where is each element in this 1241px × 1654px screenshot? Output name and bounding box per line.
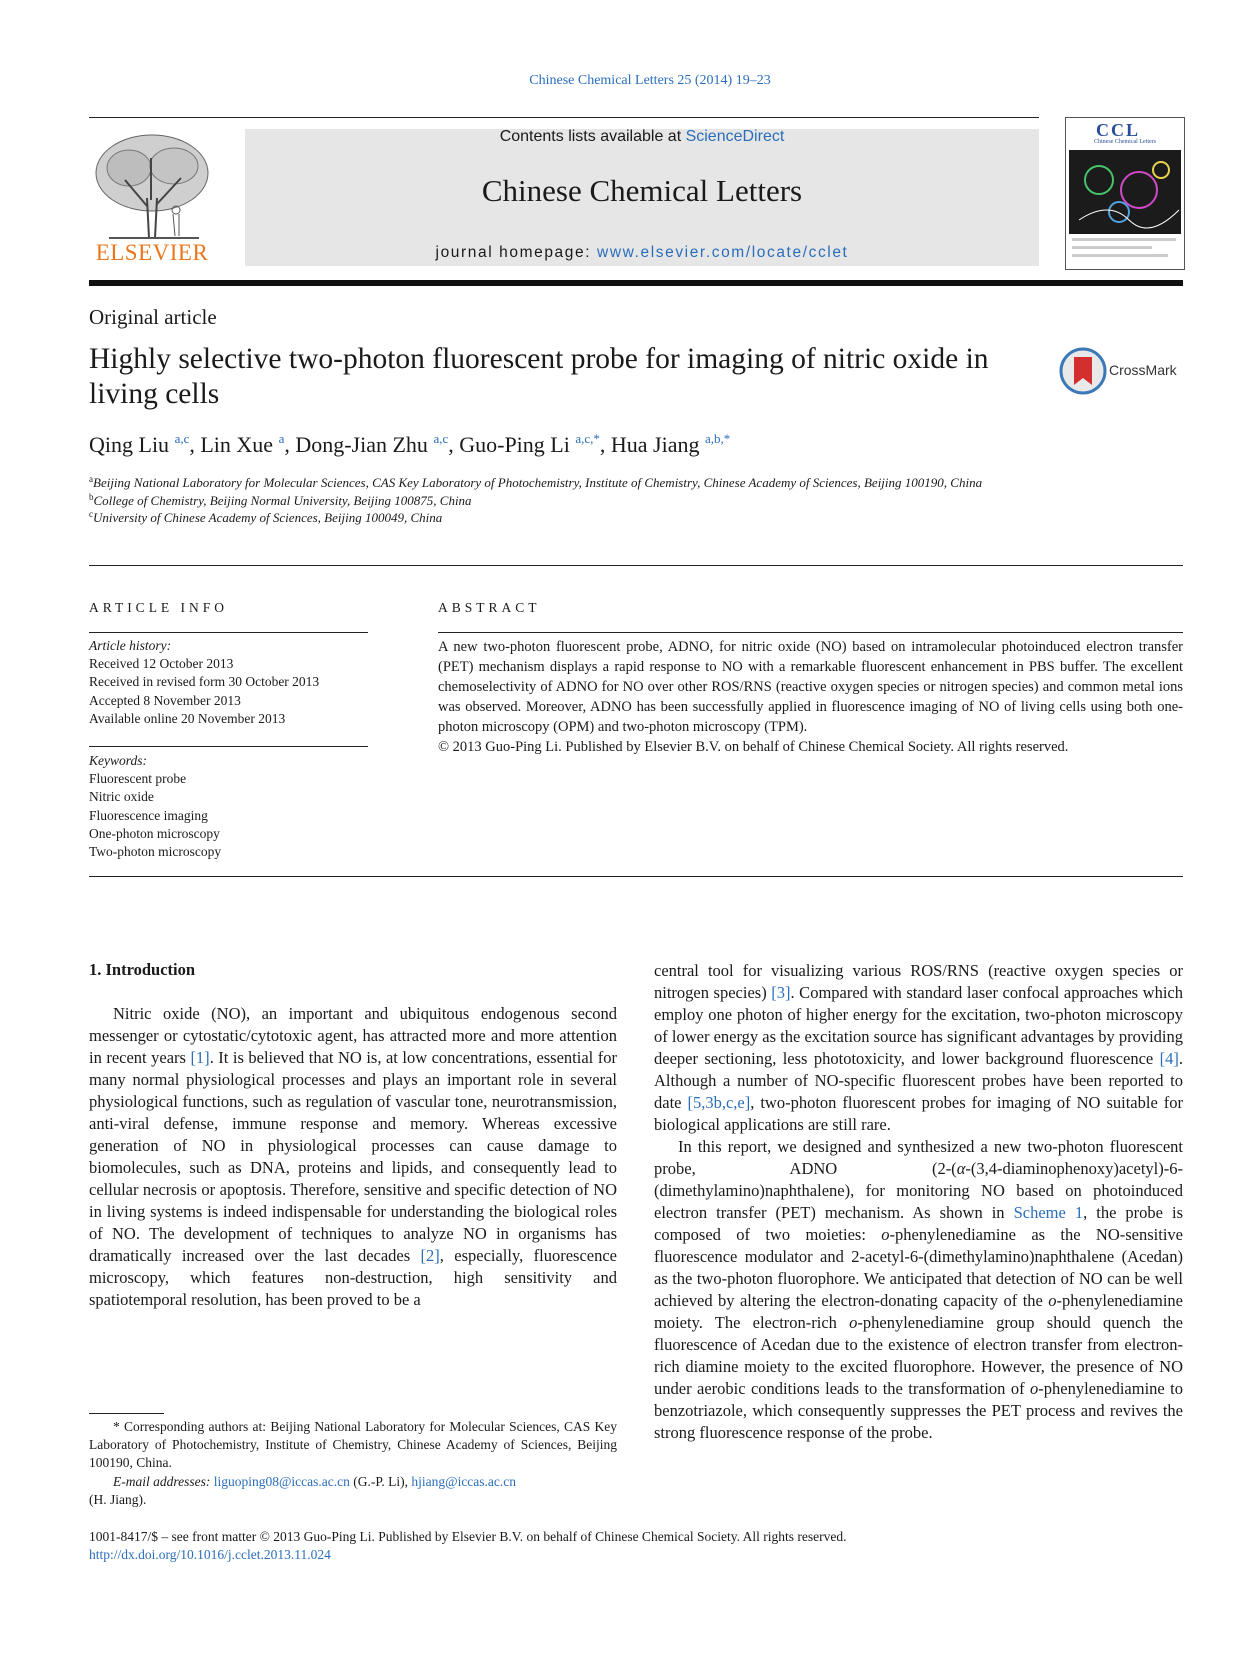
reference-link[interactable]: [4] <box>1159 1049 1179 1068</box>
abstract-copyright: © 2013 Guo-Ping Li. Published by Elsevier B.V. on behalf of Chinese Chemical Society. All rights reserved. <box>438 739 1069 755</box>
italic-text: o <box>1030 1379 1039 1398</box>
italic-text: o <box>849 1313 858 1332</box>
body-column-right <box>654 960 1183 1444</box>
author-affiliation-marker[interactable]: a,c,* <box>575 431 600 446</box>
email-owner: (H. Jiang). <box>89 1491 147 1507</box>
section-rule <box>89 876 1183 877</box>
abstract-body <box>438 637 1183 757</box>
keyword-item: Two-photon microscopy <box>89 844 222 860</box>
info-rule <box>89 632 368 633</box>
history-item: Available online 20 November 2013 <box>89 710 286 726</box>
author-name: Guo-Ping Li <box>459 432 576 457</box>
text-run: . It is believed that NO is, at low concentrations, essential for many normal physiological processes and plays an important role in several physiological functions, such as regulation of vascular tone, neurotransmission, anti-viral defense, immune response and memory. Whereas excessive generation of NO in physiological processes can cause damage to biomolecules, such as DNA, proteins and lipids, and consequently lead to cellular necrosis or apoptosis. Therefore, sensitive and specific detection of NO in living systems is indeed indispensable for understanding the biological roles of NO. The development of techniques to analyze NO in organisms has dramatically increased over the last decades <box>89 1048 617 1265</box>
history-list <box>89 655 389 728</box>
italic-text: o <box>881 1225 890 1244</box>
cover-abbrev: CCL <box>1096 120 1141 140</box>
email-link[interactable]: liguoping08@iccas.ac.cn <box>213 1473 350 1489</box>
text-run: central tool for visualizing various ROS/RNS (reactive oxygen species or nitrogen species) <box>654 961 1183 1002</box>
article-info-heading: ARTICLE INFO <box>89 600 229 615</box>
affiliation: $^b$College of Chemistry, Beijing Normal University, Beijing 100875, China <box>89 491 472 508</box>
issn-line: 1001-8417/$ – see front matter © 2013 Guo-Ping Li. Published by Elsevier B.V. on behalf of Chinese Chemical Society. All rights reserved. <box>89 1529 847 1544</box>
text-run: -phenylenediamine moiety. The electron-rich <box>654 1291 1183 1332</box>
contents-line: Contents lists available at ScienceDirect <box>499 128 785 145</box>
text-run: . Compared with standard laser confocal approaches which employ one photon of higher energy for the excitation, two-photon microscopy of lower energy as the excitation source has significant advantages by providing deeper sectioning, less phototoxicity, and lower background fluorescence <box>654 983 1183 1068</box>
keywords <box>89 752 389 861</box>
text-run: -phenylenediamine to benzotriazole, which consequently suppresses the PET process and revives the strong fluorescence response of the probe. <box>654 1379 1183 1442</box>
author-affiliation-marker[interactable]: a <box>278 431 285 446</box>
email-owner: (G.-P. Li), <box>349 1473 412 1489</box>
journal-cover-thumbnail[interactable] <box>1065 117 1185 270</box>
italic-text: α <box>956 1159 966 1178</box>
text-run: Nitric oxide (NO), an important and ubiquitous endogenous second messenger or cytostatic/cytotoxic agent, has attracted more and more attention in recent years <box>89 1004 617 1067</box>
cover-image-icon <box>1069 150 1181 234</box>
cover-text-line <box>1072 254 1168 257</box>
paragraph <box>89 1003 617 1311</box>
article-type: Original article <box>89 305 217 329</box>
text-run: , especially, fluorescence microscopy, which features non-destruction, high sensitivity and spatiotemporal resolution, has been proved to be a <box>89 1246 617 1309</box>
affiliation: $^c$University of Chinese Academy of Sciences, Beijing 100049, China <box>89 509 443 526</box>
history-label: Article history: <box>89 638 172 653</box>
reference-link[interactable]: [5,3b,c,e] <box>687 1093 751 1112</box>
text-run: -phenylenediamine as the NO-sensitive fluorescence modulator and 2-acetyl-6-(dimethylamino)naphthalene (Acedan) as the two-photon fluorophore. We anticipated that detection of NO can be well achieved by altering the electron-donating capacity of the <box>654 1225 1183 1310</box>
cover-subtitle: Chinese Chemical Letters <box>1094 139 1156 145</box>
abstract-text: A new two-photon fluorescent probe, ADNO, for nitric oxide (NO) based on intramolecular photoinduced electron transfer (PET) mechanism displays a rapid response to NO with a remarkable fluorescent enhancement in PBS buffer. The excellent chemoselectivity of ADNO for NO over other ROS/RNS (reactive oxygen species or nitrogen species) and common metal ions was observed. Moreover, ADNO has been successfully applied in fluorescence imaging of NO of living cells using both one-photon microscopy (OPM) and two-photon microscopy (TPM). <box>438 639 1183 735</box>
keyword-item: Nitric oxide <box>89 789 154 805</box>
reference-link[interactable]: Scheme 1 <box>1013 1203 1084 1222</box>
reference-link[interactable]: [1] <box>190 1048 210 1067</box>
history-item: Received in revised form 30 October 2013 <box>89 674 320 690</box>
header-thick-rule <box>89 280 1183 286</box>
footnote <box>89 1418 617 1509</box>
crossmark-label: CrossMark <box>1109 362 1177 378</box>
elsevier-logo <box>89 128 215 268</box>
text-run: In this report, we designed and synthesized a new two-photon fluorescent probe, ADNO (2-( <box>654 1137 1183 1178</box>
text-run: , two-photon fluorescent probes for imaging of NO suitable for biological applications are still rare. <box>654 1093 1183 1134</box>
journal-citation[interactable]: Chinese Chemical Letters 25 (2014) 19–23 <box>529 73 771 88</box>
article-history <box>89 637 389 728</box>
reference-link[interactable]: [3] <box>771 983 791 1002</box>
paragraph <box>654 1136 1183 1444</box>
abstract-heading: ABSTRACT <box>438 600 541 615</box>
corresponding-author-note: Corresponding authors at: Beijing National Laboratory for Molecular Sciences, CAS Key Laboratory of Photochemistry, Institute of Chemistry, Chinese Academy of Sciences, Beijing 100190, China. <box>89 1419 618 1471</box>
paragraph <box>654 960 1183 1136</box>
author-affiliation-marker[interactable]: a,c <box>433 431 449 446</box>
body-column-left <box>89 1003 617 1311</box>
author-name: Dong-Jian Zhu <box>295 432 434 457</box>
journal-title: Chinese Chemical Letters <box>481 173 803 208</box>
email-label: E-mail addresses: <box>113 1473 211 1489</box>
keyword-item: Fluorescence imaging <box>89 807 208 823</box>
crossmark-badge[interactable] <box>1059 347 1187 397</box>
affiliation: $^a$Beijing National Laboratory for Molecular Sciences, CAS Key Laboratory of Photochemistry, Institute of Chemistry, Chinese Academy of Sciences, Beijing 100190, China <box>89 474 983 490</box>
keyword-item: Fluorescent probe <box>89 771 187 787</box>
page-footer <box>89 1528 1183 1564</box>
section-rule <box>89 565 1183 566</box>
author-affiliation-marker[interactable]: a,b,* <box>705 431 731 446</box>
elsevier-wordmark: ELSEVIER <box>95 240 209 265</box>
reference-link[interactable]: [2] <box>420 1246 440 1265</box>
footnote-rule <box>89 1413 164 1414</box>
section-heading: 1. Introduction <box>89 960 196 979</box>
cover-text-line <box>1072 238 1176 241</box>
keyword-item: One-photon microscopy <box>89 825 220 841</box>
journal-homepage: journal homepage: www.elsevier.com/locate/cclet <box>435 244 849 261</box>
text-run: -(3,4-diaminophenoxy)acetyl)-6-(dimethylamino)naphthalene), for monitoring NO based on photoinduced electron transfer (PET) mechanism. As shown in <box>654 1159 1183 1222</box>
author-name: Qing Liu <box>89 432 175 457</box>
doi-link[interactable]: http://dx.doi.org/10.1016/j.cclet.2013.11.024 <box>89 1547 331 1563</box>
info-rule <box>89 746 368 747</box>
article-title: Highly selective two-photon fluorescent probe for imaging of nitric oxide in living cells <box>89 343 989 410</box>
email-link[interactable]: hjiang@iccas.ac.cn <box>411 1473 517 1489</box>
author-name: Hua Jiang <box>610 432 705 457</box>
homepage-link[interactable]: www.elsevier.com/locate/cclet <box>597 244 849 261</box>
history-item: Received 12 October 2013 <box>89 656 234 672</box>
keyword-list <box>89 770 389 861</box>
author-list: Qing Liu $^{a,c}$, Lin Xue $^a$, Dong-Jian Zhu $^{a,c}$, Guo-Ping Li $^{a,c,*}$, Hua Jiang $^{a,b,*}$ <box>89 431 731 457</box>
text-run: -phenylenediamine group should quench the fluorescence of Acedan due to the existence of electron transfer from electron-rich diamine moiety to the excited fluorophore. However, the presence of NO under aerobic conditions leads to the transformation of <box>654 1313 1183 1398</box>
footnote-marker: * <box>113 1419 120 1434</box>
author-affiliation-marker[interactable]: a,c <box>174 431 190 446</box>
history-item: Accepted 8 November 2013 <box>89 692 241 708</box>
keywords-label: Keywords: <box>89 753 147 768</box>
author-name: Lin Xue <box>200 432 279 457</box>
crossmark-icon <box>1059 347 1107 395</box>
sciencedirect-link[interactable]: ScienceDirect <box>685 128 785 145</box>
abstract-rule <box>438 632 1183 633</box>
text-run: , the probe is composed of two moieties: <box>654 1203 1184 1244</box>
header-rule <box>89 117 1039 118</box>
affiliations <box>89 474 1049 527</box>
italic-text: o <box>1048 1291 1057 1310</box>
text-run: . Although a number of NO-specific fluorescent probes have been reported to date <box>654 1049 1183 1112</box>
cover-text-line <box>1072 246 1152 249</box>
